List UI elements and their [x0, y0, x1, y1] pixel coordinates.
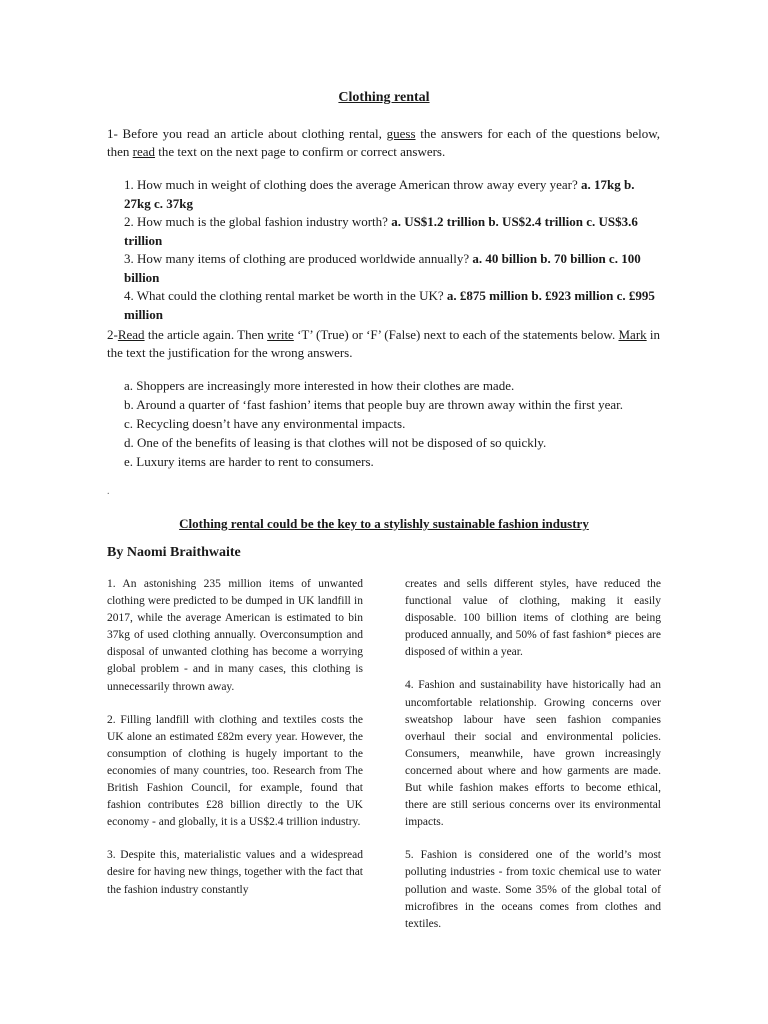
question-text: 2. How much is the global fashion industry worth? [124, 214, 388, 229]
question-answers: a. 40 billion b. 70 billion c. 100 billion [124, 251, 641, 285]
statement-item: c. Recycling doesn’t have any environmental impacts. [124, 416, 406, 431]
part2-text-3: in the text the justification for the wrong answers. [107, 327, 661, 360]
part2-prefix: 2- [107, 327, 118, 342]
intro-instructions [107, 125, 660, 161]
article-paragraph: creates and sells different styles, have reduced the functional value of clothing, making it easily disposable. 100 billion items of clothing are being produced annually, and 50% of fast fashion* pieces are disposed of within a year. [405, 578, 661, 659]
article-paragraph: 4. Fashion and sustainability have historically had an uncomfortable relationship. Growing concerns over sweatshop labour have seen fashion companies overhaul their social and environmental policies. Consumers, meanwhile, have grown increasingly concerned about where and how garments are made. But while fashion makes efforts to become ethical, there are still serious concerns over its environmental impacts. [405, 679, 661, 829]
intro-text-3: the text on the next page to confirm or correct answers. [158, 144, 446, 159]
article-column-left [107, 576, 363, 915]
article-paragraph: 5. Fashion is considered one of the world’s most polluting industries - from toxic chemical use to water pollution and waste. Some 35% of the global total of microfibres in the oceans comes from clothes and textiles. [405, 849, 661, 930]
article-paragraph: 1. An astonishing 235 million items of unwanted clothing were predicted to be dumped in UK landfill in 2017, while the average American is estimated to bin 37kg of used clothing annually. Overconsumption and disposal of unwanted clothing has become a worrying global problem - and in many cases, this clothing is unnecessarily thrown away. [107, 578, 363, 693]
part2-mark: Mark [618, 327, 647, 342]
page-title: Clothing rental [338, 90, 430, 105]
intro-guess: guess [386, 126, 416, 141]
part2-text-1: the article again. Then [147, 327, 264, 342]
article-byline: By Naomi Braithwaite [107, 545, 241, 560]
question-answers: a. US$1.2 trillion b. US$2.4 trillion c. US$3.6 trillion [124, 214, 638, 248]
statement-item: a. Shoppers are increasingly more interested in how their clothes are made. [124, 378, 515, 393]
question-answers: a. 17kg b. 27kg c. 37kg [124, 177, 635, 211]
question-text: 3. How many items of clothing are produced worldwide annually? [124, 251, 470, 266]
article-column-right [405, 576, 661, 949]
question-item [124, 287, 664, 324]
article-paragraph: 2. Filling landfill with clothing and textiles costs the UK alone an estimated £82m every year. However, the consumption of clothing is hugely important to the economies of many countries, too. Research from The British Fashion Council, for example, found that fashion contributes £28 billion directly to the UK economy - and globally, it is a US$2.4 trillion industry. [107, 713, 363, 829]
part2-read: Read [117, 327, 145, 342]
question-item [124, 176, 664, 213]
question-item [124, 213, 664, 250]
question-text: 4. What could the clothing rental market be worth in the UK? [124, 288, 444, 303]
part2-text-2: ‘T’ (True) or ‘F’ (False) next to each of the statements below. [297, 327, 616, 342]
statement-list [124, 376, 664, 471]
intro-text-1: 1- Before you read an article about clothing rental, [107, 126, 382, 141]
part2-instructions [107, 326, 660, 362]
part2-write: write [267, 327, 294, 342]
intro-text-2: the answers for each of the questions below, then [107, 126, 660, 159]
statement-item: e. Luxury items are harder to rent to consumers. [124, 454, 374, 469]
statement-item: b. Around a quarter of ‘fast fashion’ items that people buy are thrown away within the first year. [124, 397, 624, 412]
separator-dot: . [107, 486, 110, 497]
article-title: Clothing rental could be the key to a stylishly sustainable fashion industry [179, 516, 589, 531]
statement-item: d. One of the benefits of leasing is that clothes will not be disposed of so quickly. [124, 435, 547, 450]
question-item [124, 250, 664, 287]
question-answers: a. £875 million b. £923 million c. £995 million [124, 288, 655, 322]
question-list [124, 176, 664, 324]
article-paragraph: 3. Despite this, materialistic values and a widespread desire for having new things, together with the fact that the fashion industry constantly [107, 849, 363, 896]
intro-read: read [132, 144, 156, 159]
question-text: 1. How much in weight of clothing does the average American throw away every year? [124, 177, 578, 192]
